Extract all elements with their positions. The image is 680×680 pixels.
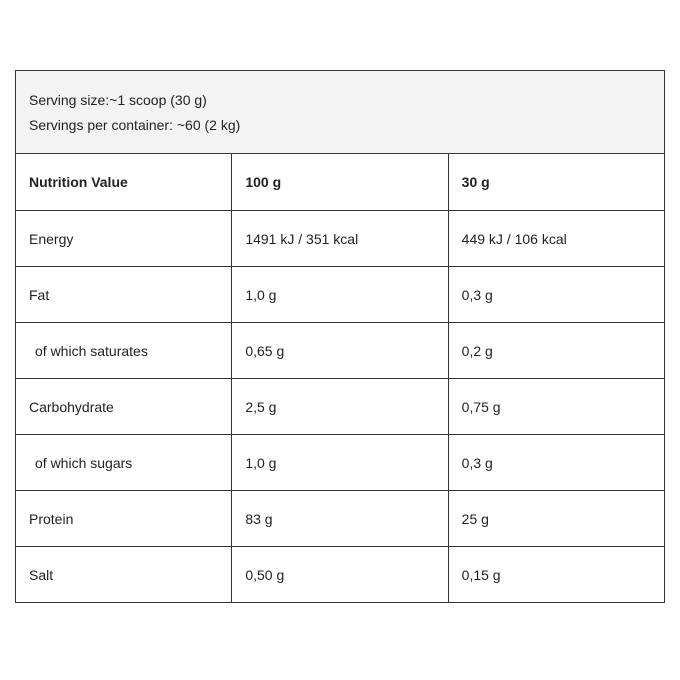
serving-size: Serving size:~1 scoop (30 g) — [29, 92, 207, 108]
value-30g: 449 kJ / 106 kcal — [448, 211, 664, 267]
row-fat — [16, 267, 665, 323]
row-salt — [16, 547, 665, 603]
table-header-row — [16, 154, 665, 211]
value-100g: 0,65 g — [232, 323, 448, 379]
header-100g: 100 g — [232, 154, 448, 211]
value-30g: 0,3 g — [448, 267, 664, 323]
nutrient-label: Energy — [16, 211, 232, 267]
nutrition-table — [15, 70, 665, 603]
value-100g: 2,5 g — [232, 379, 448, 435]
row-sugars — [16, 435, 665, 491]
nutrient-label: of which saturates — [16, 323, 232, 379]
value-100g: 1,0 g — [232, 435, 448, 491]
row-energy — [16, 211, 665, 267]
serving-info-cell — [16, 71, 665, 154]
value-100g: 83 g — [232, 491, 448, 547]
nutrient-label: of which sugars — [16, 435, 232, 491]
value-100g: 1,0 g — [232, 267, 448, 323]
serving-info-row — [16, 71, 665, 154]
row-protein — [16, 491, 665, 547]
value-30g: 0,2 g — [448, 323, 664, 379]
nutrient-label: Salt — [16, 547, 232, 603]
row-saturates — [16, 323, 665, 379]
value-100g: 1491 kJ / 351 kcal — [232, 211, 448, 267]
servings-per-container: Servings per container: ~60 (2 kg) — [29, 117, 241, 133]
value-30g: 0,3 g — [448, 435, 664, 491]
header-30g: 30 g — [448, 154, 664, 211]
nutrient-label: Protein — [16, 491, 232, 547]
value-30g: 25 g — [448, 491, 664, 547]
value-100g: 0,50 g — [232, 547, 448, 603]
nutrient-label: Fat — [16, 267, 232, 323]
value-30g: 0,15 g — [448, 547, 664, 603]
row-carbohydrate — [16, 379, 665, 435]
header-nutrition-value: Nutrition Value — [16, 154, 232, 211]
value-30g: 0,75 g — [448, 379, 664, 435]
nutrient-label: Carbohydrate — [16, 379, 232, 435]
